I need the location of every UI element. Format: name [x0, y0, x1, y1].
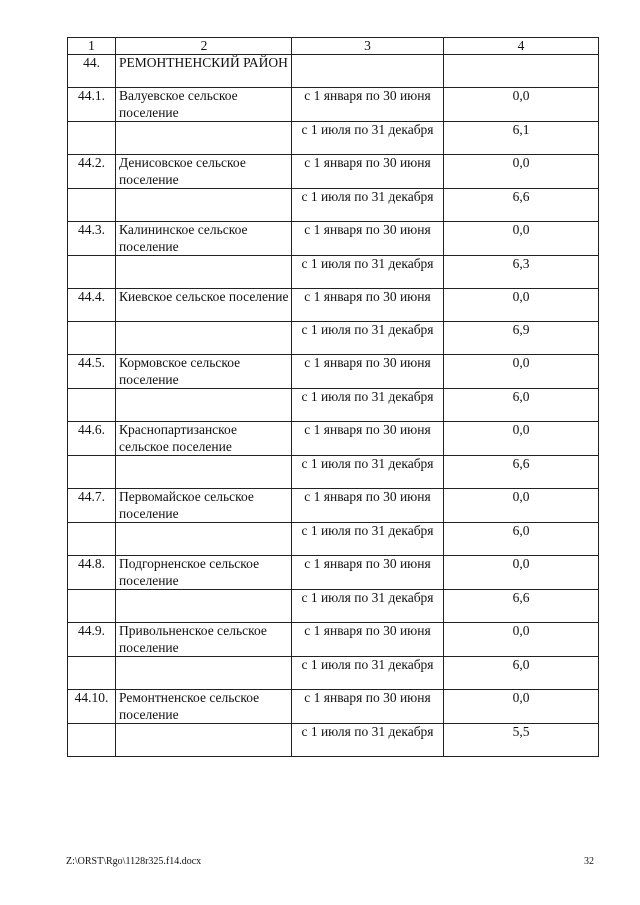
period-cell: с 1 января по 30 июня [292, 623, 444, 657]
table-row [68, 222, 599, 256]
row-number-cell: 44.4. [68, 289, 116, 322]
period-cell: с 1 июля по 31 декабря [292, 122, 444, 155]
row-number-cell: 44.1. [68, 88, 116, 122]
row-number-cell [68, 122, 116, 155]
table-row [68, 256, 599, 289]
settlement-name-cell [116, 189, 292, 222]
settlement-name-cell [116, 256, 292, 289]
settlement-name-cell [116, 724, 292, 757]
period-cell: с 1 января по 30 июня [292, 489, 444, 523]
table-row [68, 523, 599, 556]
period-cell: с 1 января по 30 июня [292, 155, 444, 189]
table-row [68, 489, 599, 523]
settlement-name-cell: Подгорненское сельское поселение [116, 556, 292, 590]
value-cell: 6,6 [444, 590, 599, 623]
settlement-name-cell [116, 456, 292, 489]
period-cell: с 1 июля по 31 декабря [292, 724, 444, 757]
table-row [68, 422, 599, 456]
settlement-name-cell: Валуевское сельское поселение [116, 88, 292, 122]
value-cell: 0,0 [444, 88, 599, 122]
table-row [68, 289, 599, 322]
table-row [68, 322, 599, 355]
value-cell: 6,0 [444, 523, 599, 556]
row-number-cell [68, 389, 116, 422]
value-cell: 0,0 [444, 289, 599, 322]
table-row [68, 355, 599, 389]
row-number-cell: 44.9. [68, 623, 116, 657]
row-number-cell [68, 657, 116, 690]
settlement-name-cell: Первомайское сельское поселение [116, 489, 292, 523]
value-cell: 0,0 [444, 422, 599, 456]
header-cell-3: 3 [292, 38, 444, 55]
settlement-name-cell [116, 523, 292, 556]
table-row [68, 724, 599, 757]
settlement-name-cell: Калининское сельское поселение [116, 222, 292, 256]
value-cell: 6,1 [444, 122, 599, 155]
table-row [68, 55, 599, 88]
value-cell: 0,0 [444, 556, 599, 590]
period-cell: с 1 января по 30 июня [292, 556, 444, 590]
settlement-name-cell: Киевское сельское поселение [116, 289, 292, 322]
period-cell: с 1 июля по 31 декабря [292, 657, 444, 690]
value-cell: 5,5 [444, 724, 599, 757]
table-row [68, 556, 599, 590]
period-cell: с 1 июля по 31 декабря [292, 523, 444, 556]
value-cell: 0,0 [444, 222, 599, 256]
header-cell-1: 1 [68, 38, 116, 55]
row-number-cell: 44.7. [68, 489, 116, 523]
period-cell: с 1 июля по 31 декабря [292, 322, 444, 355]
row-number-cell [68, 189, 116, 222]
row-number-cell: 44. [68, 55, 116, 88]
table-row [68, 657, 599, 690]
table-header-row [68, 38, 599, 55]
settlement-name-cell [116, 322, 292, 355]
row-number-cell: 44.5. [68, 355, 116, 389]
period-cell: с 1 июля по 31 декабря [292, 389, 444, 422]
row-number-cell [68, 456, 116, 489]
row-number-cell: 44.10. [68, 690, 116, 724]
tariff-table [67, 37, 599, 757]
value-cell: 0,0 [444, 623, 599, 657]
period-cell: с 1 января по 30 июня [292, 88, 444, 122]
table-row [68, 590, 599, 623]
value-cell: 6,9 [444, 322, 599, 355]
table-row [68, 690, 599, 724]
table-row [68, 389, 599, 422]
settlement-name-cell [116, 122, 292, 155]
settlement-name-cell: Привольненское сельское поселение [116, 623, 292, 657]
period-cell: с 1 июля по 31 декабря [292, 456, 444, 489]
row-number-cell [68, 256, 116, 289]
settlement-name-cell: Денисовское сельское поселение [116, 155, 292, 189]
footer-page-number: 32 [584, 856, 594, 867]
value-cell: 0,0 [444, 155, 599, 189]
value-cell: 6,0 [444, 389, 599, 422]
period-cell: с 1 июля по 31 декабря [292, 256, 444, 289]
table-row [68, 456, 599, 489]
period-cell: с 1 января по 30 июня [292, 422, 444, 456]
row-number-cell [68, 724, 116, 757]
period-cell: с 1 июля по 31 декабря [292, 189, 444, 222]
period-cell [292, 55, 444, 88]
settlement-name-cell [116, 389, 292, 422]
table-row [68, 155, 599, 189]
value-cell: 0,0 [444, 690, 599, 724]
period-cell: с 1 января по 30 июня [292, 289, 444, 322]
row-number-cell [68, 523, 116, 556]
table-row [68, 189, 599, 222]
period-cell: с 1 января по 30 июня [292, 355, 444, 389]
header-cell-4: 4 [444, 38, 599, 55]
value-cell [444, 55, 599, 88]
value-cell: 6,3 [444, 256, 599, 289]
table-row [68, 122, 599, 155]
value-cell: 6,6 [444, 189, 599, 222]
settlement-name-cell: Кормовское сельское поселение [116, 355, 292, 389]
settlement-name-cell [116, 590, 292, 623]
table-row [68, 88, 599, 122]
settlement-name-cell [116, 657, 292, 690]
row-number-cell: 44.6. [68, 422, 116, 456]
value-cell: 0,0 [444, 355, 599, 389]
period-cell: с 1 января по 30 июня [292, 222, 444, 256]
table-body [68, 38, 599, 757]
value-cell: 6,0 [444, 657, 599, 690]
period-cell: с 1 января по 30 июня [292, 690, 444, 724]
settlement-name-cell: РЕМОНТНЕНСКИЙ РАЙОН [116, 55, 292, 88]
value-cell: 6,6 [444, 456, 599, 489]
row-number-cell: 44.8. [68, 556, 116, 590]
footer-file-path: Z:\ORST\Rgo\1128r325.f14.docx [66, 856, 202, 867]
row-number-cell: 44.3. [68, 222, 116, 256]
header-cell-2: 2 [116, 38, 292, 55]
row-number-cell [68, 322, 116, 355]
period-cell: с 1 июля по 31 декабря [292, 590, 444, 623]
row-number-cell: 44.2. [68, 155, 116, 189]
row-number-cell [68, 590, 116, 623]
value-cell: 0,0 [444, 489, 599, 523]
table-row [68, 623, 599, 657]
settlement-name-cell: Ремонтненское сельское поселение [116, 690, 292, 724]
settlement-name-cell: Краснопартизанское сельское поселение [116, 422, 292, 456]
